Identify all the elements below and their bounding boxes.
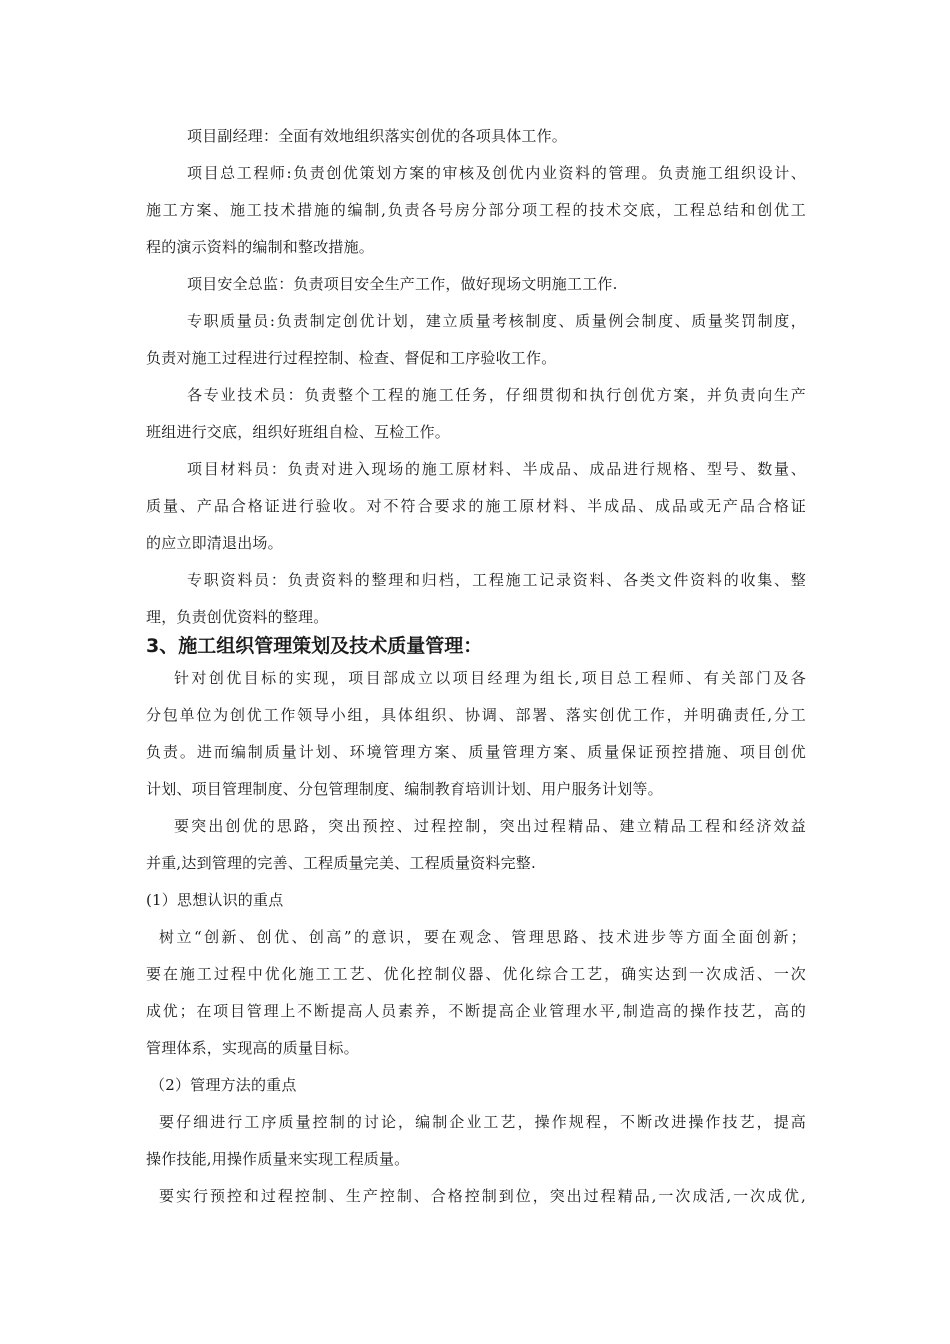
paragraph-document-officer-line-2: 理，负责创优资料的整理。 xyxy=(146,608,329,626)
paragraph-method-line-2: 操作技能,用操作质量来实现工程质量。 xyxy=(146,1150,410,1168)
paragraph-mindset-line-4: 管理体系，实现高的质量目标。 xyxy=(146,1039,359,1057)
paragraph-approach-line-1: 要突出创优的思路，突出预控、过程控制，突出过程精品、建立精品工程和经济效益 xyxy=(174,817,806,835)
paragraph-materials-officer-line-2: 质量、产品合格证进行验收。对不符合要求的施工原材料、半成品、成品或无产品合格证 xyxy=(146,497,806,515)
paragraph-chief-engineer-line-1: 项目总工程师:负责创优策划方案的审核及创优内业资料的管理。负责施工组织设计、 xyxy=(187,164,806,182)
section-heading-3: 3、施工组织管理策划及技术质量管理： xyxy=(146,635,483,657)
paragraph-mindset-line-2: 要在施工过程中优化施工工艺、优化控制仪器、优化综合工艺，确实达到一次成活、一次 xyxy=(146,965,806,983)
paragraph-quality-officer-line-1: 专职质量员:负责制定创优计划，建立质量考核制度、质量例会制度、质量奖罚制度， xyxy=(187,312,806,330)
subheading-1: (1）思想认识的重点 xyxy=(146,891,284,909)
paragraph-leadership-group-line-3: 负责。进而编制质量计划、环境管理方案、质量管理方案、质量保证预控措施、项目创优 xyxy=(146,743,806,761)
subheading-2: （2）管理方法的重点 xyxy=(150,1076,297,1094)
paragraph-method-line-1: 要仔细进行工序质量控制的讨论，编制企业工艺，操作规程，不断改进操作技艺，提高 xyxy=(159,1113,806,1131)
paragraph-mindset-line-3: 成优；在项目管理上不断提高人员素养，不断提高企业管理水平,制造高的操作技艺，高的 xyxy=(146,1002,806,1020)
paragraph-control-line-1: 要实行预控和过程控制、生产控制、合格控制到位，突出过程精品,一次成活,一次成优, xyxy=(159,1187,806,1205)
paragraph-safety-director: 项目安全总监：负责项目安全生产工作，做好现场文明施工工作. xyxy=(187,275,618,293)
paragraph-leadership-group-line-4: 计划、项目管理制度、分包管理制度、编制教育培训计划、用户服务计划等。 xyxy=(146,780,663,798)
paragraph-materials-officer-line-3: 的应立即清退出场。 xyxy=(146,534,283,552)
paragraph-document-officer-line-1: 专职资料员：负责资料的整理和归档，工程施工记录资料、各类文件资料的收集、整 xyxy=(187,571,806,589)
paragraph-chief-engineer-line-3: 程的演示资料的编制和整改措施。 xyxy=(146,238,375,256)
paragraph-leadership-group-line-2: 分包单位为创优工作领导小组，具体组织、协调、部署、落实创优工作，并明确责任,分工 xyxy=(146,706,806,724)
document-page xyxy=(146,121,806,1218)
paragraph-approach-line-2: 并重,达到管理的完善、工程质量完美、工程质量资料完整. xyxy=(146,854,536,872)
paragraph-technicians-line-1: 各专业技术员：负责整个工程的施工任务，仔细贯彻和执行创优方案，并负责向生产 xyxy=(187,386,806,404)
paragraph-deputy-manager: 项目副经理：全面有效地组织落实创优的各项具体工作。 xyxy=(187,127,568,145)
paragraph-quality-officer-line-2: 负责对施工过程进行过程控制、检查、督促和工序验收工作。 xyxy=(146,349,557,367)
paragraph-leadership-group-line-1: 针对创优目标的实现，项目部成立以项目经理为组长,项目总工程师、有关部门及各 xyxy=(174,669,806,687)
paragraph-chief-engineer-line-2: 施工方案、施工技术措施的编制,负责各号房分部分项工程的技术交底，工程总结和创优工 xyxy=(146,201,806,219)
paragraph-materials-officer-line-1: 项目材料员：负责对进入现场的施工原材料、半成品、成品进行规格、型号、数量、 xyxy=(187,460,806,478)
paragraph-technicians-line-2: 班组进行交底，组织好班组自检、互检工作。 xyxy=(146,423,451,441)
paragraph-mindset-line-1: 树立“创新、创优、创高”的意识，要在观念、管理思路、技术进步等方面全面创新； xyxy=(159,928,806,946)
